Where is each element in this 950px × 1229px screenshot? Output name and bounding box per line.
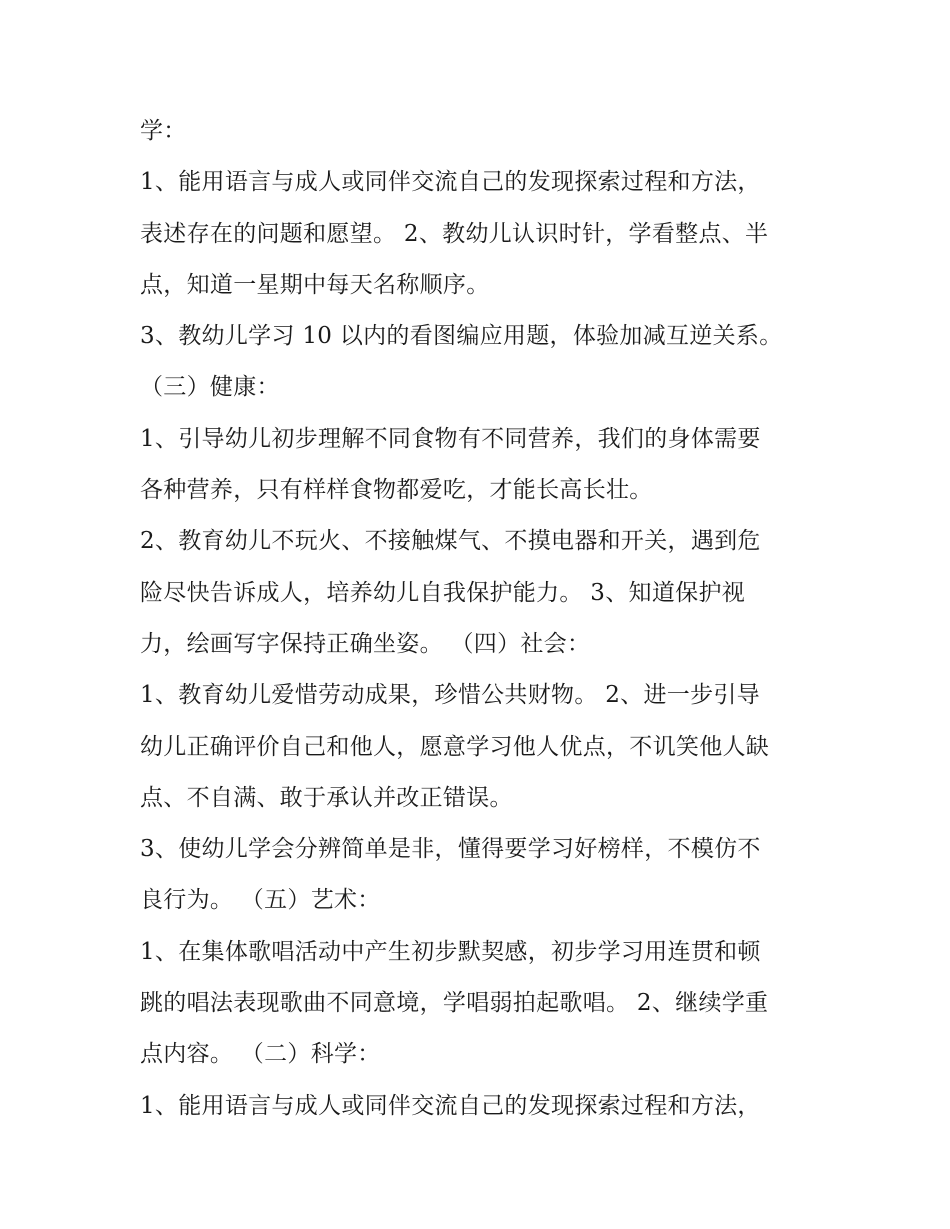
text-line: 点、不自满、敢于承认并改正错误。	[140, 784, 513, 811]
text-line: 3、使幼儿学会分辨简单是非，懂得要学习好榜样，不模仿不	[140, 836, 761, 863]
text-line: 跳的唱法表现歌曲不同意境，学唱弱拍起歌唱。 2、继续学重	[140, 990, 769, 1017]
text-line: 险尽快告诉成人，培养幼儿自我保护能力。 3、知道保护视	[140, 579, 746, 606]
text-line: 2、教育幼儿不玩火、不接触煤气、不摸电器和开关，遇到危	[140, 528, 761, 555]
text-line: 各种营养，只有样样食物都爱吃，才能长高长壮。	[140, 477, 653, 504]
text-line: 3、教幼儿学习 10 以内的看图编应用题，体验加减互逆关系。	[140, 323, 783, 350]
section-heading-health: （三）健康：	[140, 374, 280, 401]
text-line: 1、引导幼儿初步理解不同食物有不同营养，我们的身体需要	[140, 425, 761, 452]
text-line: 力，绘画写字保持正确坐姿。 （四）社会：	[140, 630, 591, 657]
text-line: 1、能用语言与成人或同伴交流自己的发现探索过程和方法，	[140, 1092, 761, 1119]
text-line: 1、在集体歌唱活动中产生初步默契感，初步学习用连贯和顿	[140, 938, 761, 965]
text-line: 1、教育幼儿爱惜劳动成果，珍惜公共财物。 2、进一步引导	[140, 682, 760, 709]
text-line: 1、能用语言与成人或同伴交流自己的发现探索过程和方法，	[140, 169, 761, 196]
document-body	[140, 106, 830, 1132]
text-line: 幼儿正确评价自己和他人，愿意学习他人优点，不讥笑他人缺	[140, 733, 770, 760]
text-line: 点内容。 （二）科学：	[140, 1041, 381, 1068]
text-line: 良行为。 （五）艺术：	[140, 887, 381, 914]
text-line: 表述存在的问题和愿望。 2、教幼儿认识时针，学看整点、半	[140, 220, 769, 247]
text-line: 点，知道一星期中每天名称顺序。	[140, 271, 490, 298]
text-line: 学：	[140, 118, 187, 144]
